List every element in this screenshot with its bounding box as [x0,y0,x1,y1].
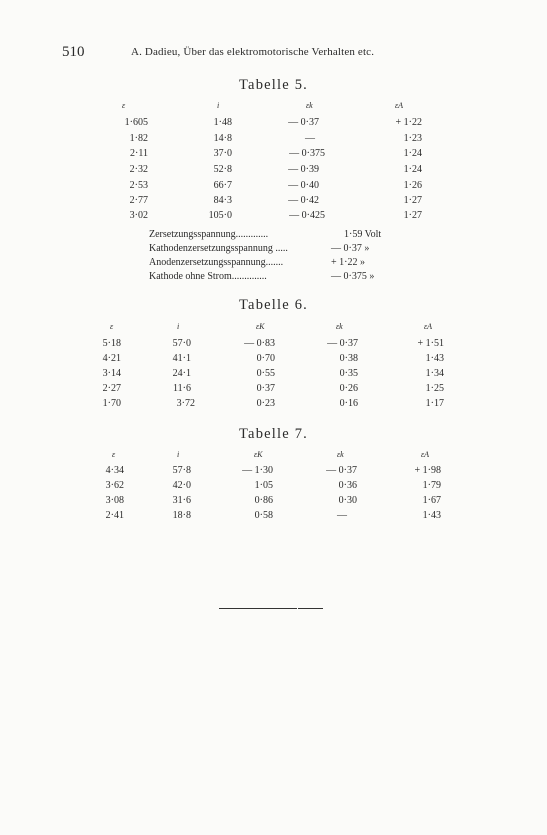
table-cell: 3·72 [176,398,195,409]
table-cell: 0·86 [254,495,273,506]
note-label: Kathodenzersetzungsspannung ..... [149,243,288,254]
table-cell: 1·17 [425,398,444,409]
table-cell: 41·1 [172,353,191,364]
table-cell: — 0·37 [288,117,319,128]
column-header: i [177,450,180,459]
table-cell: 1·05 [254,480,273,491]
table-cell: 1·27 [403,210,422,221]
table-cell: 4·21 [102,353,121,364]
column-header: εk [306,101,313,110]
table-cell: — 0·40 [288,180,319,191]
table-caption: Tabelle 7. [239,426,308,442]
table-cell: 57·0 [172,338,191,349]
note-value: 1·59 Volt [344,229,382,240]
table-cell: 1·34 [425,368,444,379]
column-header: i [177,322,180,331]
column-header: εk [337,450,344,459]
note-label: Kathode ohne Strom.............. [149,271,267,282]
column-header: εA [395,101,404,110]
table-cell: 3·14 [102,368,121,379]
column-header: i [217,101,220,110]
end-rule [219,608,297,609]
column-header: εK [254,450,263,459]
table-cell: 1·605 [124,117,148,128]
table-cell: 3·02 [129,210,148,221]
table-cell: 3·62 [105,480,124,491]
column-header: εA [424,322,433,331]
table-cell: 14·8 [213,133,232,144]
table-cell: 0·38 [339,353,358,364]
table-cell: 2·41 [105,510,124,521]
table-cell: 0·58 [254,510,273,521]
table-cell: 52·8 [213,164,232,175]
table-cell: 1·23 [403,133,422,144]
table-cell: 1·26 [403,180,422,191]
column-header: εK [256,322,265,331]
table-cell: 11·6 [173,383,191,394]
table-cell: 0·35 [339,368,358,379]
table-cell: 1·48 [213,117,232,128]
table-cell: 18·8 [172,510,191,521]
column-header: ε [112,450,116,459]
table-cell: 84·3 [213,195,232,206]
table-cell: 0·30 [338,495,357,506]
table-cell: + 1·51 [417,338,444,349]
table-cell: 1·82 [129,133,148,144]
running-header [62,44,482,60]
table-cell: 4·34 [105,465,124,476]
column-header: ε [110,322,114,331]
table-cell: 0·36 [338,480,357,491]
table-cell: — 0·83 [244,338,275,349]
table-cell: 1·24 [403,148,422,159]
table-cell: 24·1 [172,368,191,379]
table-cell: 5·18 [102,338,121,349]
table-cell: — 1·30 [242,465,273,476]
table-cell: 1·70 [102,398,121,409]
running-title: A. Dadieu, Über das elektromotorische Verhalten etc. [131,46,375,58]
table-cell: 0·70 [256,353,275,364]
table-cell: 66·7 [213,180,232,191]
table-cell: 1·27 [403,195,422,206]
table-cell: 3·08 [105,495,124,506]
table-cell: 1·43 [425,353,444,364]
table-cell: 1·24 [403,164,422,175]
table-cell: 42·0 [172,480,191,491]
table-cell: 1·43 [422,510,441,521]
table-cell: 105·0 [208,210,232,221]
note-label: Anodenzersetzungsspannung....... [149,257,284,268]
note-value: — 0·37 » [331,243,370,254]
table-cell: 31·6 [172,495,191,506]
table-cell: 2·53 [129,180,148,191]
table-cell: — 0·375 [289,148,325,159]
table-cell: 1·67 [422,495,441,506]
table-cell: 2·32 [129,164,148,175]
table-cell: 0·26 [339,383,358,394]
table-cell: 1·25 [425,383,444,394]
table-cell: 2·27 [102,383,121,394]
table-cell: 1·79 [422,480,441,491]
column-header: εA [421,450,430,459]
end-rule [298,608,323,609]
note-label: Zersetzungsspannung............. [149,229,269,240]
column-header: εk [336,322,343,331]
table-cell: 0·55 [256,368,275,379]
table-cell: — 0·425 [289,210,325,221]
table-cell: 0·16 [339,398,358,409]
table-cell: + 1·98 [414,465,441,476]
note-value: — 0·375 » [331,271,375,282]
table-cell: 0·23 [256,398,275,409]
table-cell: 2·11 [130,148,148,159]
page-number: 510 [62,44,85,60]
table-cell: — 0·39 [288,164,319,175]
table-cell: — [305,133,315,144]
table-cell: 37·0 [213,148,232,159]
table-cell: — [337,510,347,521]
table-cell: — 0·42 [288,195,319,206]
table-cell: — 0·37 [327,338,358,349]
table-cell: + 1·22 [395,117,422,128]
table-caption: Tabelle 6. [239,297,308,313]
table-cell: 57·8 [172,465,191,476]
table-cell: 2·77 [129,195,148,206]
table-cell: — 0·37 [326,465,357,476]
column-header: ε [122,101,126,110]
note-value: + 1·22 » [331,257,365,268]
table-caption: Tabelle 5. [239,77,308,93]
table-cell: 0·37 [256,383,275,394]
